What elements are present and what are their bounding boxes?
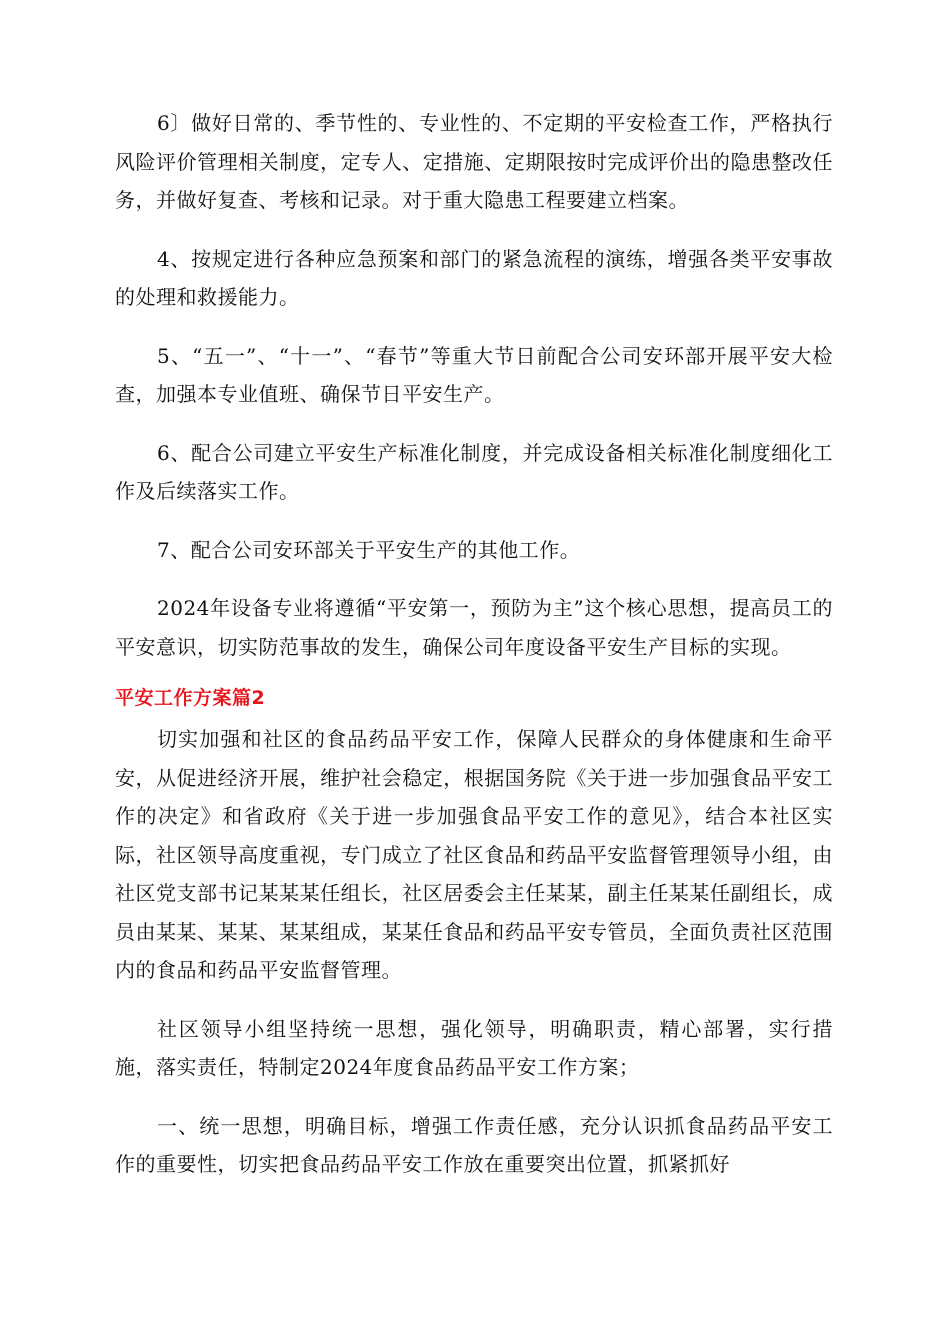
section-heading: 平安工作方案篇2 [115, 687, 266, 709]
paragraph-food-drug-safety-intro: 切实加强和社区的食品药品平安工作，保障人民群众的身体健康和生命平安，从促进经济开展，维护社会稳定，根据国务院《关于进一步加强食品平安工作的决定》和省政府《关于进一步加强食品平安工作的意见》，结合本社区实际，社区领导高度重视，专门成立了社区食品和药品平安监督管理领导小组，由社区党支部书记某某某任组长，社区居委会主任某某，副主任某某任副组长，成员由某某、某某、某某组成，某某任食品和药品平安专管员，全面负责社区范围内的食品和药品平安监督管理。 [115, 727, 833, 982]
paragraph-item-6-inspection: 6〕做好日常的、季节性的、专业性的、不定期的平安检查工作，严格执行风险评价管理相关制度，定专人、定措施、定期限按时完成评价出的隐患整改任务，并做好复查、考核和记录。对于重大隐患工程要建立档案。 [115, 111, 833, 212]
paragraph-item-6-standardization: 6、配合公司建立平安生产标准化制度，并完成设备相关标准化制度细化工作及后续落实工作。 [115, 440, 833, 503]
paragraph-unify-thinking: 一、统一思想，明确目标，增强工作责任感，充分认识抓食品药品平安工作的重要性，切实把食品药品平安工作放在重要突出位置，抓紧抓好 [115, 1113, 833, 1176]
paragraph-annual-goal: 2024年设备专业将遵循“平安第一，预防为主”这个核心思想，提高员工的平安意识，切实防范事故的发生，确保公司年度设备平安生产目标的实现。 [115, 596, 833, 659]
document-page [115, 104, 833, 1184]
paragraph-item-5-holidays: 5、“五一”、“十一”、“春节”等重大节日前配合公司安环部开展平安大检查，加强本专业值班、确保节日平安生产。 [115, 343, 833, 406]
paragraph-leadership-group: 社区领导小组坚持统一思想，强化领导，明确职责，精心部署，实行措施，落实责任，特制定2024年度食品药品平安工作方案； [115, 1016, 833, 1079]
paragraph-item-4-drills: 4、按规定进行各种应急预案和部门的紧急流程的演练，增强各类平安事故的处理和救援能力。 [115, 246, 833, 309]
paragraph-item-7-other-work: 7、配合公司安环部关于平安生产的其他工作。 [157, 537, 581, 562]
